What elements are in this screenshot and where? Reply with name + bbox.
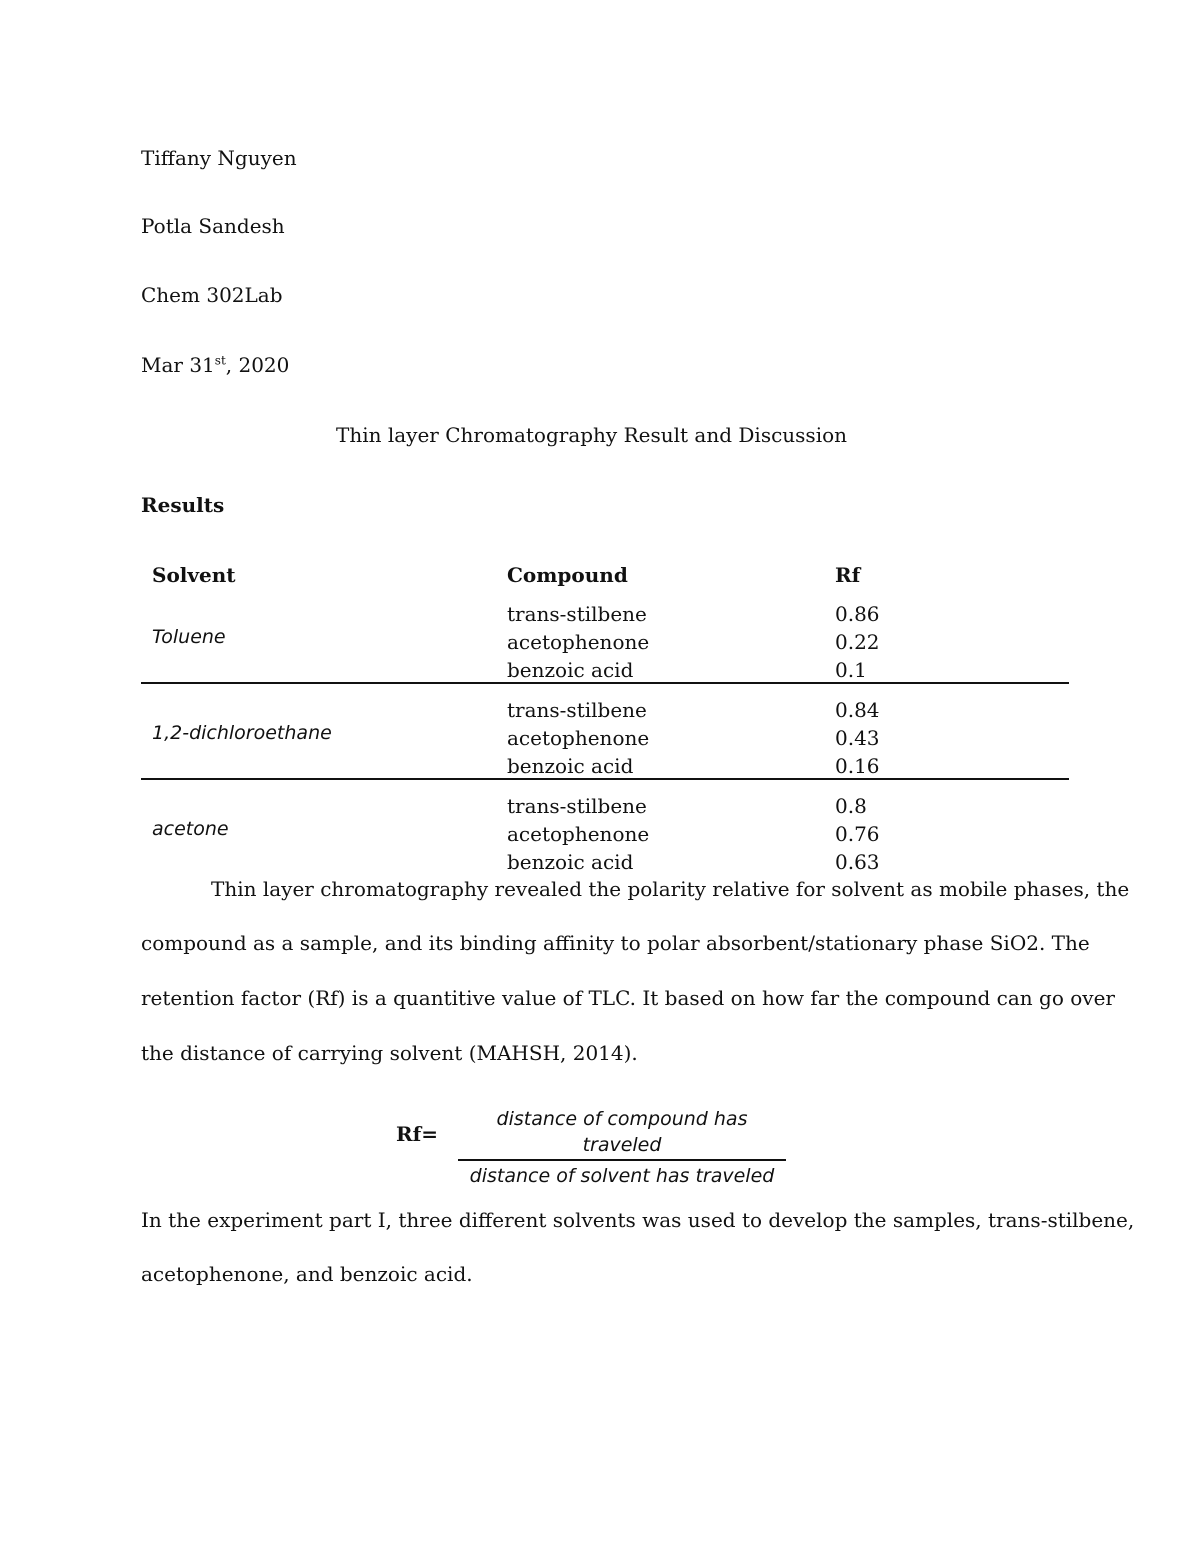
paragraph-line: acetophenone, and benzoic acid. <box>141 1262 473 1286</box>
rf-cell: 0.84 <box>835 698 880 722</box>
column-header-rf: Rf <box>835 563 861 587</box>
fraction-bar <box>458 1159 786 1161</box>
column-header-solvent: Solvent <box>152 563 236 587</box>
compound-cell: benzoic acid <box>507 658 634 682</box>
solvent-label: Toluene <box>152 626 226 648</box>
partner-name: Potla Sandesh <box>141 214 285 238</box>
paragraph-line: the distance of carrying solvent (MAHSH, 2014). <box>141 1041 638 1065</box>
rf-cell: 0.86 <box>835 602 880 626</box>
paragraph-line: Thin layer chromatography revealed the polarity relative for solvent as mobile phases, the <box>211 877 1130 901</box>
date-main: Mar 31 <box>141 353 215 377</box>
results-heading: Results <box>141 493 225 517</box>
rf-cell: 0.43 <box>835 726 880 750</box>
date-rest: , 2020 <box>225 353 290 377</box>
rf-cell: 0.1 <box>835 658 867 682</box>
author-name: Tiffany Nguyen <box>141 146 297 170</box>
compound-cell: acetophenone <box>507 822 650 846</box>
paragraph-line: compound as a sample, and its binding affinity to polar absorbent/stationary phase SiO2. The <box>141 931 1090 955</box>
compound-cell: benzoic acid <box>507 850 634 874</box>
formula-fraction <box>458 1106 786 1189</box>
rf-cell: 0.76 <box>835 822 880 846</box>
group-divider <box>141 682 1069 684</box>
compound-cell: trans-stilbene <box>507 698 647 722</box>
compound-cell: acetophenone <box>507 726 650 750</box>
document-title: Thin layer Chromatography Result and Discussion <box>335 423 848 447</box>
compound-cell: acetophenone <box>507 630 650 654</box>
rf-cell: 0.8 <box>835 794 867 818</box>
column-header-compound: Compound <box>507 563 628 587</box>
formula-numerator: distance of compound has traveled <box>496 1108 748 1156</box>
paragraph-line: In the experiment part I, three different solvents was used to develop the samples, trans-stilbene, <box>141 1208 1135 1232</box>
compound-cell: trans-stilbene <box>507 602 647 626</box>
formula-label: Rf= <box>396 1122 438 1146</box>
compound-cell: benzoic acid <box>507 754 634 778</box>
course-name: Chem 302Lab <box>141 283 283 307</box>
rf-cell: 0.16 <box>835 754 880 778</box>
solvent-label: 1,2-dichloroethane <box>152 722 332 744</box>
formula-denominator: distance of solvent has traveled <box>469 1165 775 1187</box>
solvent-label: acetone <box>152 818 229 840</box>
report-date <box>141 353 289 377</box>
rf-cell: 0.63 <box>835 850 880 874</box>
group-divider <box>141 778 1069 780</box>
date-superscript: st <box>214 353 226 368</box>
compound-cell: trans-stilbene <box>507 794 647 818</box>
rf-cell: 0.22 <box>835 630 880 654</box>
paragraph-line: retention factor (Rf) is a quantitive value of TLC. It based on how far the compound can go over <box>141 986 1115 1010</box>
